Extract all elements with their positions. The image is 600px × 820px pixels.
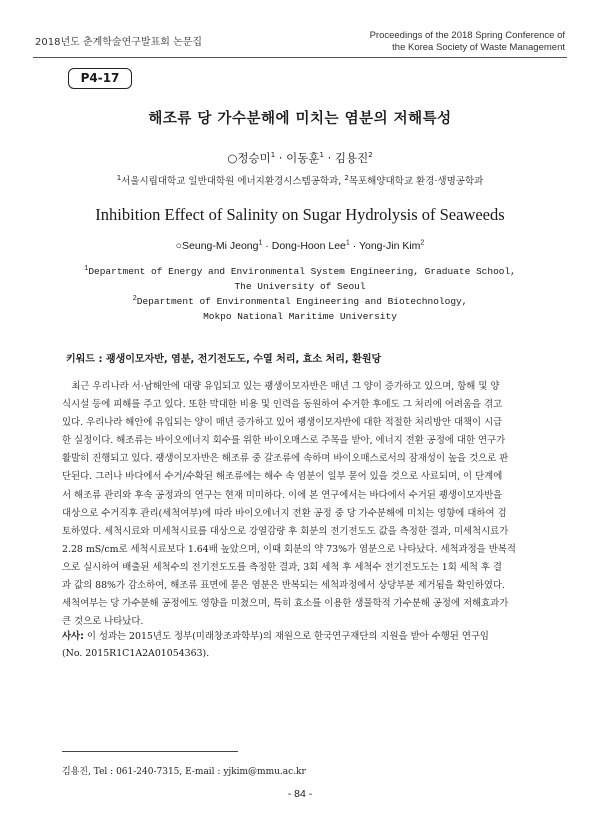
body-line: 단된다. 그러나 바다에서 수거/수확된 해조류에는 해수 속 염분이 일부 묻어 있을 것으로 사료되며, 이 단계에	[62, 471, 503, 483]
body-line: 으로 실시하여 배출된 세척수의 전기전도도를 측정한 결과, 3회 세척 후 세척수 전기전도도는 1회 세척 후 결	[62, 561, 502, 573]
author-1: 정승미	[237, 151, 271, 165]
author-1-sup: 1	[270, 151, 276, 160]
affiliation-english	[0, 264, 600, 324]
title-english: Inhibition Effect of Salinity on Sugar Hydrolysis of Seaweeds	[95, 205, 505, 224]
author-3-sup: 2	[368, 151, 373, 160]
title-korean: 해조류 당 가수분해에 미치는 염분의 저해특성	[148, 111, 452, 127]
author-2-sup: 1	[345, 239, 350, 247]
body-line: 큰 것으로 나타났다.	[62, 616, 144, 628]
author-marker: ○	[227, 151, 238, 165]
affil-2: 목포해양대학교 환경·생명공학과	[348, 176, 484, 187]
author-2: 이동훈	[286, 151, 320, 165]
keywords: 키워드 : 괭생이모자반, 염분, 전기전도도, 수열 처리, 효소 처리, 환원당	[66, 354, 382, 365]
affil-1: 서울시립대학교 일반대학원 에너지환경시스템공학과,	[121, 176, 345, 187]
body-line: 있다. 우리나라 해안에 유입되는 양이 매년 증가하고 있어 괭생이모자반에 대한 적절한 처리방안 대책이 시급	[62, 417, 503, 429]
body-line: 식시설 등에 피해를 주고 있다. 또한 막대한 비용 및 인력을 동원하여 수거한 후에도 그 처리에 어려움을 겪고	[62, 399, 503, 411]
author-2: Dong-Hoon Lee	[271, 240, 346, 252]
author-sep: ·	[275, 151, 287, 165]
body-line: 과 값의 88%가 감소하여, 해조류 표면에 묻은 염분은 반복되는 세척과정에서 상당부분 제거됨을 확인하였다.	[62, 580, 505, 592]
affil-en-text3: Department of Environmental Engineering and Biotechnology,	[136, 296, 468, 307]
header-left: 2018년도 춘계학술연구발표회 논문집	[35, 37, 203, 48]
acknowledgement	[62, 628, 542, 662]
body-line: 서 해조류 관리와 후속 공정과의 연구는 현재 미미하다. 이에 본 연구에서는 바다에서 수거된 괭생이모자반을	[62, 489, 503, 501]
affil-en-line4: Mokpo National Maritime University	[203, 311, 397, 322]
body-line: 활발히 진행되고 있다. 괭생이모자반은 해조류 중 갈조류에 속하며 바이오매스로서의 잠재성이 높을 것으로 판	[62, 453, 509, 465]
authors-korean	[0, 150, 600, 166]
author-3: Yong-Jin Kim	[358, 240, 421, 252]
affil-2-sup: 2	[344, 173, 349, 182]
header-rule	[33, 57, 567, 58]
ack-line1	[62, 628, 542, 645]
author-sep: ·	[349, 240, 359, 252]
ack-text1: 이 성과는 2015년도 정부(미래창조과학부)의 재원으로 한국연구재단의 지원을 받아 수행된 연구임	[83, 631, 489, 642]
affiliation-korean	[0, 173, 600, 187]
header-right	[370, 30, 565, 54]
footnote: 김용진, Tel : 061-240-7315, E-mail : yjkim@mmu.ac.kr	[62, 767, 306, 777]
author-marker: ○	[175, 240, 183, 252]
body-line: 2.28 mS/cm로 세척시료보다 1.64배 높았으며, 이때 회분의 약 73%가 염분으로 나타났다. 세척과정을 반복적	[62, 543, 516, 555]
session-badge: P4-17	[68, 68, 132, 89]
footnote-rule	[62, 751, 238, 752]
affil-en-line2: The University of Seoul	[234, 281, 366, 292]
body-line: 세척여부는 당 가수분해 공정에도 영향을 미쳤으며, 특히 효소를 이용한 생물학적 가수분해 공정에 저해효과가	[62, 598, 509, 610]
body-line: 최근 우리나라 서·남해안에 대량 유입되고 있는 괭생이모자반은 매년 그 양이 증가하고 있으며, 항해 및 양	[62, 381, 500, 392]
header-right-line1: Proceedings of the 2018 Spring Conference of	[369, 30, 565, 41]
body-line: 한 실정이다. 해조류는 바이오에너지 회수를 위한 바이오매스로 주목을 받아, 에너지 전환 공정에 대한 연구가	[62, 435, 506, 447]
author-3: 김용진	[334, 151, 369, 165]
affil-en-sup2: 2	[132, 294, 137, 303]
affil-en-line1	[0, 264, 600, 279]
header-right-line2: the Korea Society of Waste Management	[392, 42, 565, 53]
page-number: - 84 -	[287, 788, 313, 800]
author-2-sup: 1	[319, 151, 324, 160]
ack-label: 사사:	[62, 631, 84, 642]
affil-en-text1: Department of Energy and Environmental System Engineering, Graduate School,	[88, 266, 516, 277]
author-sep: ·	[262, 240, 272, 252]
affil-1-sup: 1	[116, 173, 122, 182]
author-1-sup: 1	[258, 239, 263, 247]
affil-en-sup1: 1	[84, 264, 89, 273]
body-line: 대상으로 수거직후 관리(세척여부)에 따라 바이오에너지 전환 공정 중 당 가수분해에 미치는 영향에 대하여 검	[62, 507, 507, 519]
abstract-body	[62, 378, 538, 631]
authors-english	[0, 240, 600, 252]
author-1: Seung-Mi Jeong	[182, 240, 259, 252]
affil-en-line3	[0, 294, 600, 309]
ack-line2: (No. 2015R1C1A2A01054363).	[62, 648, 210, 659]
body-line: 토하였다. 세척시료와 미세척시료를 대상으로 강열감량 후 회분의 전기전도도 값을 측정한 결과, 미세척시료가	[62, 525, 509, 537]
author-sep: ·	[323, 151, 335, 165]
author-3-sup: 2	[420, 239, 425, 247]
